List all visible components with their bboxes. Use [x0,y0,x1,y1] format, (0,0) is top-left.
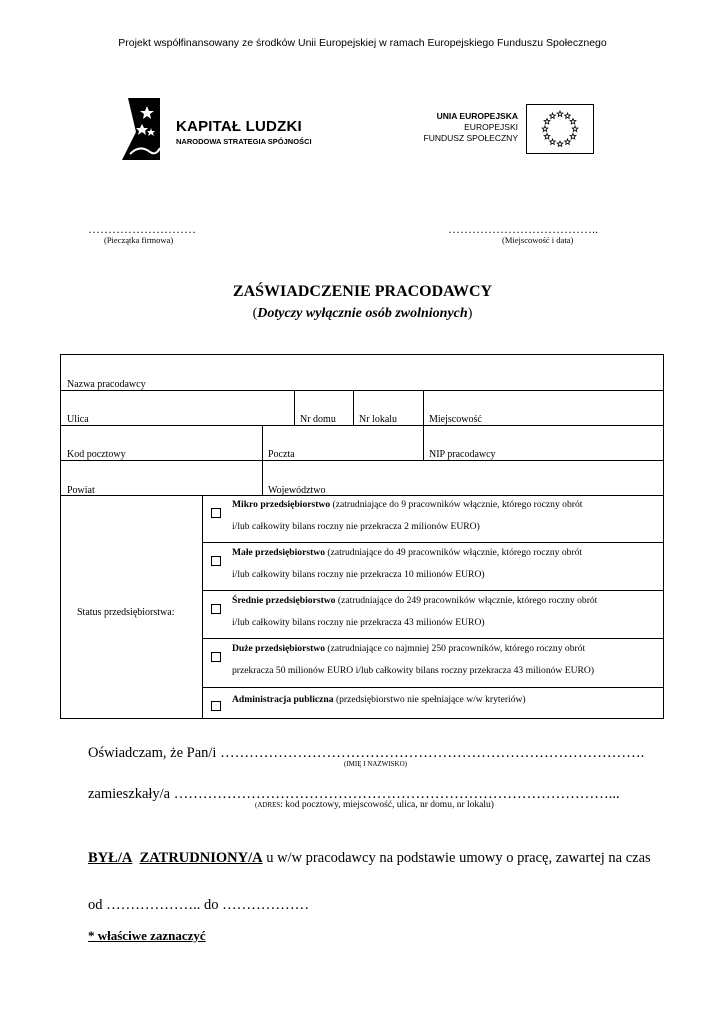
employer-name-field[interactable]: Nazwa pracodawcy [67,379,146,390]
option-medium-desc1: (zatrudniające do 249 pracowników włącznie, którego roczny obrót [335,595,598,606]
subtitle-text: Dotyczy wyłącznie osób zwolnionych [257,306,468,321]
voivodeship-field[interactable]: Województwo [268,485,326,496]
eu-logo-line2: EUROPEJSKI [464,122,518,132]
option-public-desc1: (przedsiębiorstwo nie spełniające w/w kryteriów) [333,694,526,705]
option-medium-name: Średnie przedsiębiorstwo [232,595,336,606]
employment-period: od ……………….. do ……………… [88,897,310,913]
page-subtitle [0,306,725,322]
apartment-no-field[interactable]: Nr lokalu [359,414,398,425]
option-public-name: Administracja publiczna [232,694,334,705]
option-public-administration [232,689,658,711]
house-no-field[interactable]: Nr domu [300,414,336,425]
micro-enterprise-checkbox[interactable] [211,508,221,518]
option-small-enterprise [232,542,658,586]
nip-field[interactable]: NIP pracodawcy [429,449,496,460]
option-large-enterprise [232,638,658,682]
company-status-label: Status przedsiębiorstwa: [77,607,175,618]
employed-rest: u w/w pracodawcy na podstawie umowy o pracę, zawartej na czas [262,850,651,866]
eu-logo-line1: UNIA EUROPEJSKA [436,111,518,121]
place-date-dots: ……………………………….. [448,222,598,236]
option-micro-desc1: (zatrudniające do 9 pracowników włącznie, którego roczny obrót [330,499,583,510]
footnote-select-appropriate: * właściwe zaznaczyć [88,928,206,943]
option-small-name: Małe przedsiębiorstwo [232,547,325,558]
subtitle-close-paren: ) [467,306,473,321]
option-medium-enterprise [232,590,658,634]
employed-was: BYŁ/A [88,850,133,866]
declaration-address-hint [255,800,494,810]
page-title: ZAŚWIADCZENIE PRACODAWCY [232,283,493,300]
option-large-name: Duże przedsiębiorstwo [232,643,325,654]
eu-logo-line3: FUNDUSZ SPOŁECZNY [423,133,518,143]
large-enterprise-checkbox[interactable] [211,652,221,662]
option-micro-name: Mikro przedsiębiorstwo [232,499,331,510]
post-office-field[interactable]: Poczta [268,449,295,460]
employed-status: ZATRUDNIONY/A [139,850,263,866]
eu-flag-icon [526,104,594,154]
public-administration-checkbox[interactable] [211,701,221,711]
option-micro-desc2: i/lub całkowity bilans roczny nie przekracza 2 milionów EURO) [232,521,480,532]
county-field[interactable]: Powiat [67,485,95,496]
option-small-desc2: i/lub całkowity bilans roczny nie przekracza 10 milionów EURO) [232,569,485,580]
option-large-desc2: przekracza 50 milionów EURO i/lub całkowity bilans roczny przekracza 43 milionów EURO) [232,665,595,676]
medium-enterprise-checkbox[interactable] [211,604,221,614]
option-medium-desc2: i/lub całkowity bilans roczny nie przekracza 43 milionów EURO) [232,617,485,628]
declaration-address-line: zamieszkały/a ………………………………………………………………………………... [88,786,620,802]
address-hint-text: : kod pocztowy, miejscowość, ulica, nr domu, nr lokalu) [280,800,494,810]
place-date-label: (Miejscowość i data) [502,235,574,245]
option-small-desc1: (zatrudniające do 49 pracowników włącznie, którego roczny obrót [325,547,583,558]
subtitle-open-paren: ( [252,306,258,321]
postal-code-field[interactable]: Kod pocztowy [67,449,126,460]
small-enterprise-checkbox[interactable] [211,556,221,566]
kapital-ludzki-subtitle: NARODOWA STRATEGIA SPÓJNOŚCI [176,137,312,146]
address-hint-small: (ADRES [255,801,281,809]
stamp-label: (Pieczątka firmowa) [104,235,174,245]
project-cofinancing-line: Projekt współfinansowany ze środków Unii Europejskiej w ramach Europejskiego Funduszu Społecznego [118,37,607,49]
kapital-ludzki-title: KAPITAŁ LUDZKI [176,118,302,135]
option-large-desc1: (zatrudniające co najmniej 250 pracowników, którego roczny obrót [325,643,586,654]
city-field[interactable]: Miejscowość [429,414,482,425]
stamp-dots: ……………………… [88,222,196,236]
declaration-name-line: Oświadczam, że Pan/i ……………………………………………………………………………. [88,745,645,761]
declaration-name-hint: (IMIĘ I NAZWISKO) [344,760,407,768]
street-field[interactable]: Ulica [67,414,89,425]
eu-logo-text [400,111,518,144]
option-micro-enterprise [232,494,658,538]
employment-statement [88,850,651,867]
